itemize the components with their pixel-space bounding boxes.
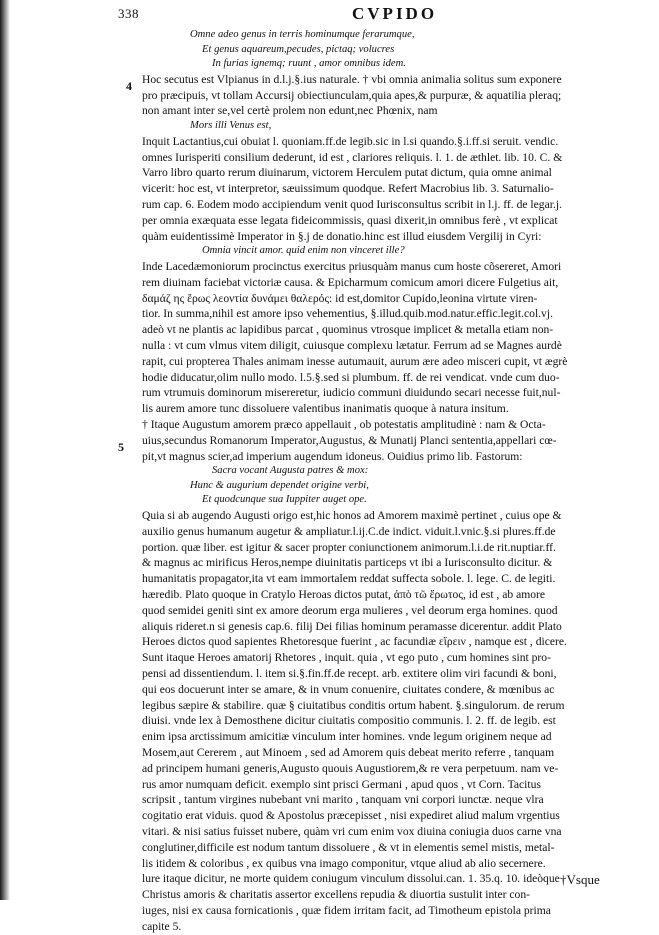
running-head: CVPIDO [352, 4, 438, 23]
text-line: rem diuinam faciebat victoriæ causa. & Epicharmum comicum amori dicere Fulgetius ait, [142, 275, 559, 289]
text-line: rapit, cui propterea Thales animam inesse autumauit, aurum ære adeo misceri cupit, vt ægrè [142, 354, 568, 368]
text-line: Varro libro quarto rerum diuinarum, victorem Herculem putat dictum, quia omne animal [142, 166, 552, 180]
text-line: pro præcipuis, vt tollam Accursij obiectiunculam,quia apes,& purpuræ, & aquatilia pleraq; [142, 88, 562, 102]
verse-line: Et genus aquareum,pecudes, pictaq; volucres [202, 43, 395, 55]
text-line: rus amor numquam deficit. exemplo sint prisci Germani , apud quos , vt Corn. Tacitus [142, 777, 541, 791]
body-text [142, 28, 642, 935]
page-header [0, 4, 659, 28]
text-line: quàm euidentissimè Imperator in §.j de donatio.hinc est illud eiusdem Vergilij in Cyri: [142, 229, 542, 243]
verse-line: Omne adeo genus in terris hominumque ferarumque, [190, 29, 415, 40]
text-line: non amant inter se,vel certè prolem non edunt,nec Phœnix, nam [142, 104, 438, 118]
text-line: lis aurem amore tunc dissoluere valentibus inanimatis quoque à natura insitum. [142, 402, 509, 416]
page-gutter-shadow [0, 0, 10, 900]
text-line: Hoc secutus est Vlpianus in d.l.j.§.ius naturale. † vbi omnia animalia solitus sum exponere [142, 72, 562, 86]
text-line: portion. quæ liber. est igitur & sacer propter coniunctionem animorum.l.i.de rit.nuptiar.ff. [142, 540, 556, 554]
verse-line: Mors illi Venus est, [190, 120, 272, 132]
text-line: Christus amoris & charitatis assertor excellens repudia & diuortia sustulit inter con- [142, 888, 530, 902]
text-line: diuisi. vnde lex à Demosthene dicitur ciuitatis compositio communis. l. 2. ff. de legib. est [142, 714, 556, 728]
text-line: qui eos docuerunt inter se amare, & in vnum conuenire, ciuitates condere, & mœnibus ac [142, 682, 555, 696]
text-line: cogitatio erat viduis. quod & Apostolus præcepisset , nisi expediret aliud malum vrgentius [142, 809, 560, 823]
text-line: tior. In summa,nihil est amore ipso vehementius, §.illud.quib.mod.natur.effic.legit.col.vj. [142, 307, 553, 321]
text-line: per omnia exæquata esse legata fideicommissis, quasi dixerit,in omnibus ferè , vt explicat [142, 213, 558, 227]
margin-marker-4: 4 [126, 79, 132, 93]
text-line: pit,vt magnus scier,ad imperium augendum idoneus. Ouidius primo lib. Fastorum: [142, 449, 523, 463]
margin-marker-5: 5 [118, 440, 124, 454]
text-line: δαμάζ ης ἔρως λεοντία δυνάμει θαλερός: id est,domitor Cupido,leonina virtute viren- [142, 291, 538, 305]
verse-line: In furias ignemq; ruunt , amor omnibus idem. [212, 58, 406, 70]
text-line: † Itaque Augustum amorem præco appellauit , ob potestatis amplitudinè : nam & Octa- [142, 417, 546, 431]
text-line: aliquis rideret.n si genesis cap.6. filij Dei filias hominum peramasse dicerentur. addit Plato [142, 619, 562, 633]
text-line: & magnus ac mirificus Heros,nempe diuinitatis particeps vt ibi a Iurisconsulto dicitur. & [142, 556, 553, 570]
text-line: omnes Iurisperiti consilium dederunt, id est , clariores reliquis. l. 1. de æthlet. lib. 10. C. & [142, 150, 563, 164]
verse-line: Omnia vincit amor. quid enim non vinceret ille? [202, 245, 405, 257]
text-line: uius,secundus Romanorum Imperator,Augustus, & Munatij Planci sententia,appellari cœ- [142, 433, 557, 447]
text-line: Sunt itaque Heroes amatorij Rhetores , inquit. quia , vt ego puto , cum homines sint pro- [142, 651, 551, 665]
text-line: scripsit , tantum virgines nubebant vni marito , tanquam vni corpori iunctæ. neque vlra [142, 793, 544, 807]
text-line: nulla : vt cum vlmus vitem diligit, cuiusque complexu lætatur. Ferrum ad se Magnes aurdè [142, 338, 562, 352]
text-line: pensi ad dissentiendum. l. item si.§.fin.ff.de recept. arb. extitere olim viri facundi & boni, [142, 667, 557, 681]
text-line: humanitatis propagator,ita vt eam immortalem reddat suffecta sobole. l. lege. C. de legiti. [142, 572, 556, 586]
text-line: Quia si ab augendo Augusti origo est,hic honos ad Amorem maximè pertinet , cuius ope & [142, 509, 562, 523]
text-line: auxilio genus humanum augetur & ampliatur.l.ij.C.de indict. viduit.l.vnic.§.si plures.ff.de [142, 524, 556, 538]
catchword: †Vsque [560, 872, 600, 887]
text-line: capite 5. [142, 919, 182, 933]
text-line: hodie diducatur,olim nullo modo. l.5.§.sed si plumbum. ff. de rei vendicat. vnde cum duo- [142, 370, 560, 384]
text-line: ad principem humani generis,Augusto quouis Augustiorem,& re vera perpetuum. nam ve- [142, 761, 559, 775]
verse-line: Hunc & augurium dependet origine verbi, [190, 479, 369, 491]
verse-line: Sacra vocant Augusta patres & mox: [212, 465, 369, 477]
text-line: Heroes dictos quod sapientes Rhetoresque fuerint , ac facundiæ εἴρειν , namque est , dicere. [142, 635, 567, 649]
text-line: conglutiner,difficile est nodum tantum dissoluere , & vt in elementis semel mistis, metal- [142, 840, 555, 854]
text-line: rum vtrumuis dominorum misereretur, iudicio communi diuidundo secari necesse fuit,nul- [142, 386, 561, 400]
text-line: Mosem,aut Cererem , aut Minoem , sed ad Amorem quis debeat merito referre , tanquam [142, 746, 555, 760]
verse-line: Et quodcunque sua Iuppiter auget ope. [202, 494, 367, 506]
text-line: hæredib. Plato quoque in Cratylo Heroas dictos putat, ἀπὸ τῶ ἔρωτος, id est , ab amore [142, 588, 546, 602]
text-line: lis itidem & coloribus , ex quibus vna imago componitur, vtque aliud ab alio secernere. [142, 856, 546, 870]
text-line: rum cap. 6. Eodem modo accipiendum venit quod Iurisconsultus scribit in l.j. ff. de legar.j. [142, 197, 562, 211]
text-line: lure itaque dicitur, ne morte quidem coniugum vinculum dissolui.can. 1. 35.q. 10. ideòque [142, 872, 560, 886]
text-line: legibus sæpire & stabilire. quæ § ciuitatibus conditis ortum habent. §.singulorum. de rerum [142, 698, 565, 712]
text-line: enim ipsa arctissimum amicitiæ vinculum inter homines. vnde legum originem neque ad [142, 730, 552, 744]
text-line: adeò vt ne plantis ac lapidibus parcat , quominus vtrosque implicet & metalla etiam non- [142, 323, 554, 337]
text-line: Inquit Lactantius,cui obuiat l. quoniam.ff.de legib.sic in l.si quando.§.i.ff.si seruit. vendic. [142, 134, 559, 148]
text-line: iuges, nisi ex causa fornicationis , quæ fidem irritam facit, ad Timotheum epistola prima [142, 904, 551, 917]
text-line: Inde Lacedæmoniorum procinctus exercitus priusquàm manus cum hoste cõsereret, Amori [142, 259, 562, 273]
text-line: quod semidei geniti sint ex amore deorum erga mulieres , vel deorum erga homines. quod [142, 603, 558, 617]
page-number: 338 [118, 6, 139, 21]
text-line: vitari. & nisi satius fuisset nubere, quàm vri cum enim vox diuina coniugia duos carne vna [142, 825, 562, 839]
text-line: vicerit: hoc est, vt interpretor, sæuissimum quodque. Refert Macrobius lib. 3. Saturnalio- [142, 182, 554, 196]
